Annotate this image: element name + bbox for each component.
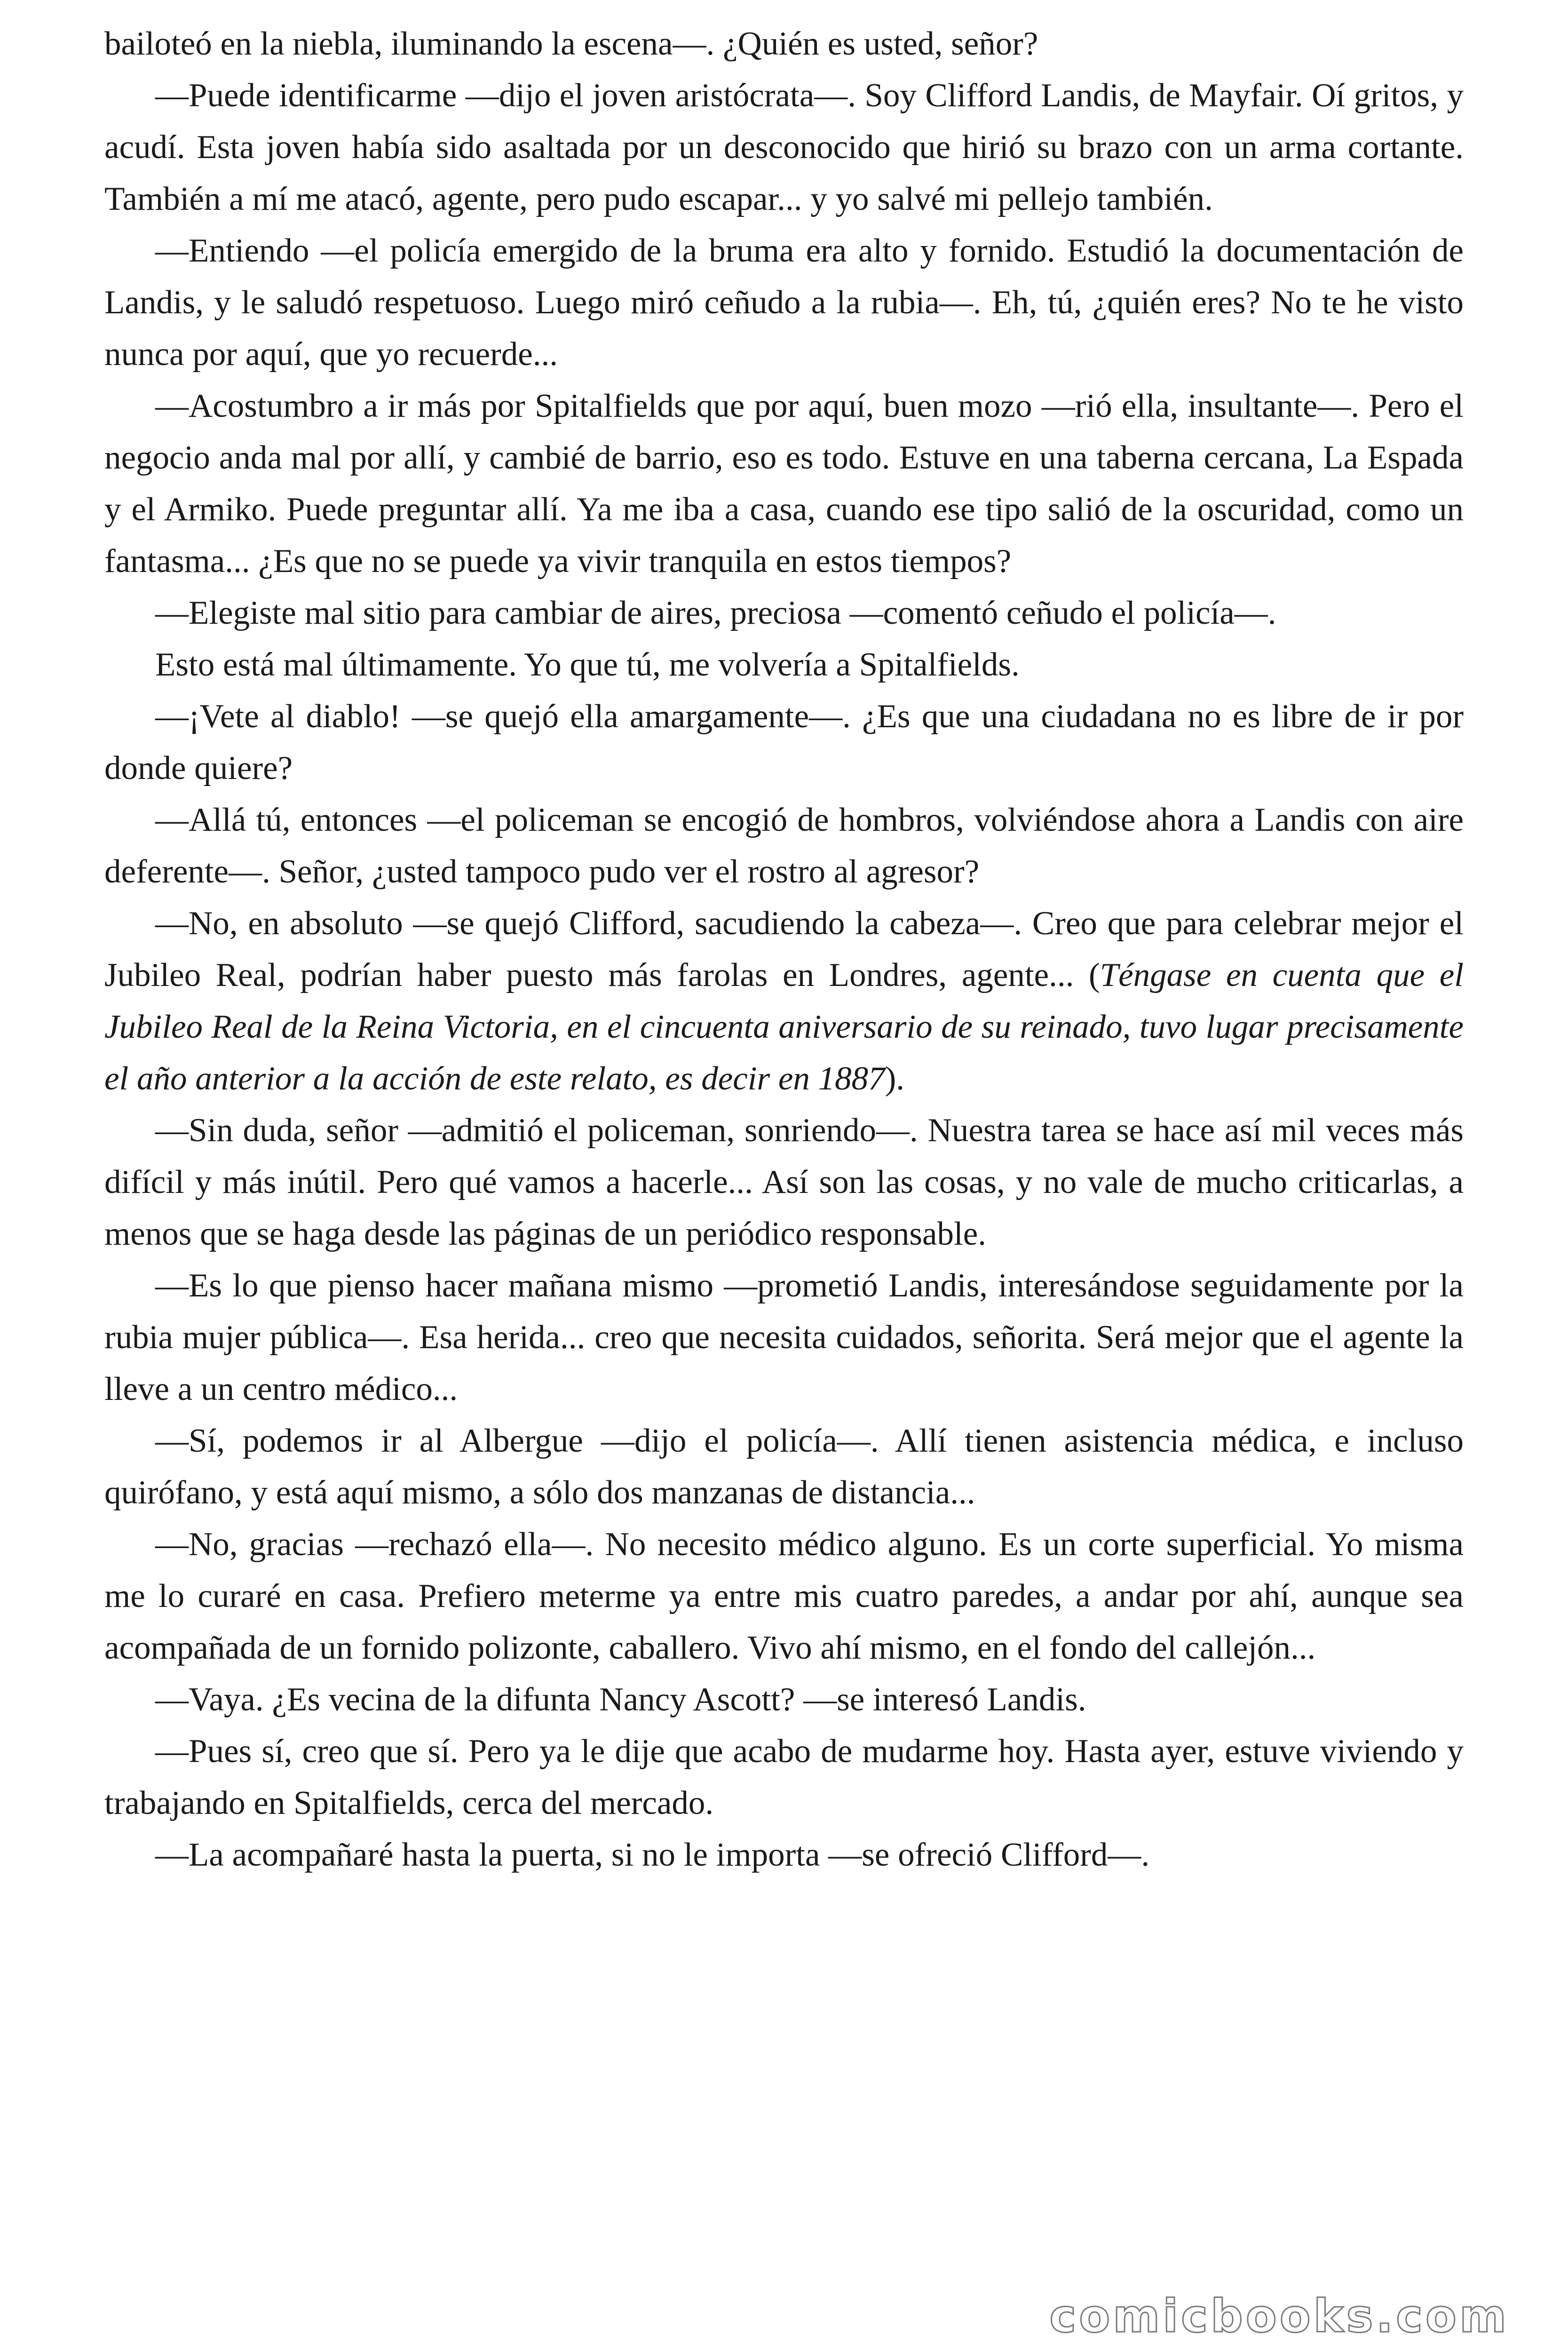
paragraph: —Entiendo —el policía emergido de la bruma era alto y fornido. Estudió la documentación de Landis, y le saludó respetuoso. Luego miró ceñudo a la rubia—. Eh, tú, ¿quién eres? No te he visto nunca por aquí, que yo recuerde... (104, 232, 1464, 373)
paragraph: Esto está mal últimamente. Yo que tú, me volvería a Spitalfields. (155, 646, 1020, 683)
paragraph: bailoteó en la niebla, iluminando la escena—. ¿Quién es usted, señor? (104, 25, 1038, 62)
paragraph: —¡Vete al diablo! —se quejó ella amargamente—. ¿Es que una ciudadana no es libre de ir por donde quiere? (104, 698, 1464, 787)
paragraph: —Vaya. ¿Es vecina de la difunta Nancy Ascott? —se interesó Landis. (155, 1681, 1086, 1718)
paragraph: —Es lo que pienso hacer mañana mismo —prometió Landis, interesándose seguidamente por la rubia mujer pública—. Esa herida... creo que necesita cuidados, señorita. Será mejor que el agente la lleve a un centro médico... (104, 1267, 1464, 1407)
paragraph-text: —No, en absoluto —se quejó Clifford, sacudiendo la cabeza—. Creo que para celebrar mejor el Jubileo Real, podrían haber puesto más farolas en Londres, agente... ( (104, 905, 1464, 993)
paragraph: —Puede identificarme —dijo el joven aristócrata—. Soy Clifford Landis, de Mayfair. Oí gritos, y acudí. Esta joven había sido asaltada por un desconocido que hirió su brazo con un arma cortante. También a mí me atacó, agente, pero pudo escapar... y yo salvé mi pellejo también. (104, 77, 1464, 217)
paragraph: —Acostumbro a ir más por Spitalfields que por aquí, buen mozo —rió ella, insultante—. Pero el negocio anda mal por allí, y cambié de barrio, eso es todo. Estuve en una taberna cercana, La Espada y el Armiko. Puede preguntar allí. Ya me iba a casa, cuando ese tipo salió de la oscuridad, como un fantasma... ¿Es que no se puede ya vivir tranquila en estos tiempos? (104, 388, 1464, 580)
paragraph: —Sí, podemos ir al Albergue —dijo el policía—. Allí tienen asistencia médica, e incluso quirófano, y está aquí mismo, a sólo dos manzanas de distancia... (104, 1422, 1464, 1511)
italic-note: Téngase en cuenta que el Jubileo Real de la Reina Victoria, en el cincuenta aniversario de su reinado, tuvo lugar precisamente el año anterior a la acción de este relato, es decir en 1887 (104, 957, 1464, 1097)
page-text (104, 18, 1464, 1881)
paragraph: —La acompañaré hasta la puerta, si no le importa —se ofreció Clifford—. (155, 1836, 1150, 1873)
paragraph (104, 898, 1464, 1104)
paragraph: —Elegiste mal sitio para cambiar de aires, preciosa —comentó ceñudo el policía—. (155, 595, 1276, 631)
paragraph: —Pues sí, creo que sí. Pero ya le dije que acabo de mudarme hoy. Hasta ayer, estuve viviendo y trabajando en Spitalfields, cerca del mercado. (104, 1733, 1464, 1821)
paragraph: —Allá tú, entonces —el policeman se encogió de hombros, volviéndose ahora a Landis con aire deferente—. Señor, ¿usted tampoco pudo ver el rostro al agresor? (104, 802, 1464, 890)
paragraph: —Sin duda, señor —admitió el policeman, sonriendo—. Nuestra tarea se hace así mil veces más difícil y más inútil. Pero qué vamos a hacerle... Así son las cosas, y no vale de mucho criticarlas, a menos que se haga desde las páginas de un periódico responsable. (104, 1112, 1464, 1252)
watermark: comicbooks.com (1049, 2290, 1509, 2343)
paragraph-text: ). (885, 1060, 904, 1097)
paragraph: —No, gracias —rechazó ella—. No necesito médico alguno. Es un corte superficial. Yo misma me lo curaré en casa. Prefiero meterme ya entre mis cuatro paredes, a andar por ahí, aunque sea acompañada de un fornido polizonte, caballero. Vivo ahí mismo, en el fondo del callejón... (104, 1526, 1464, 1666)
